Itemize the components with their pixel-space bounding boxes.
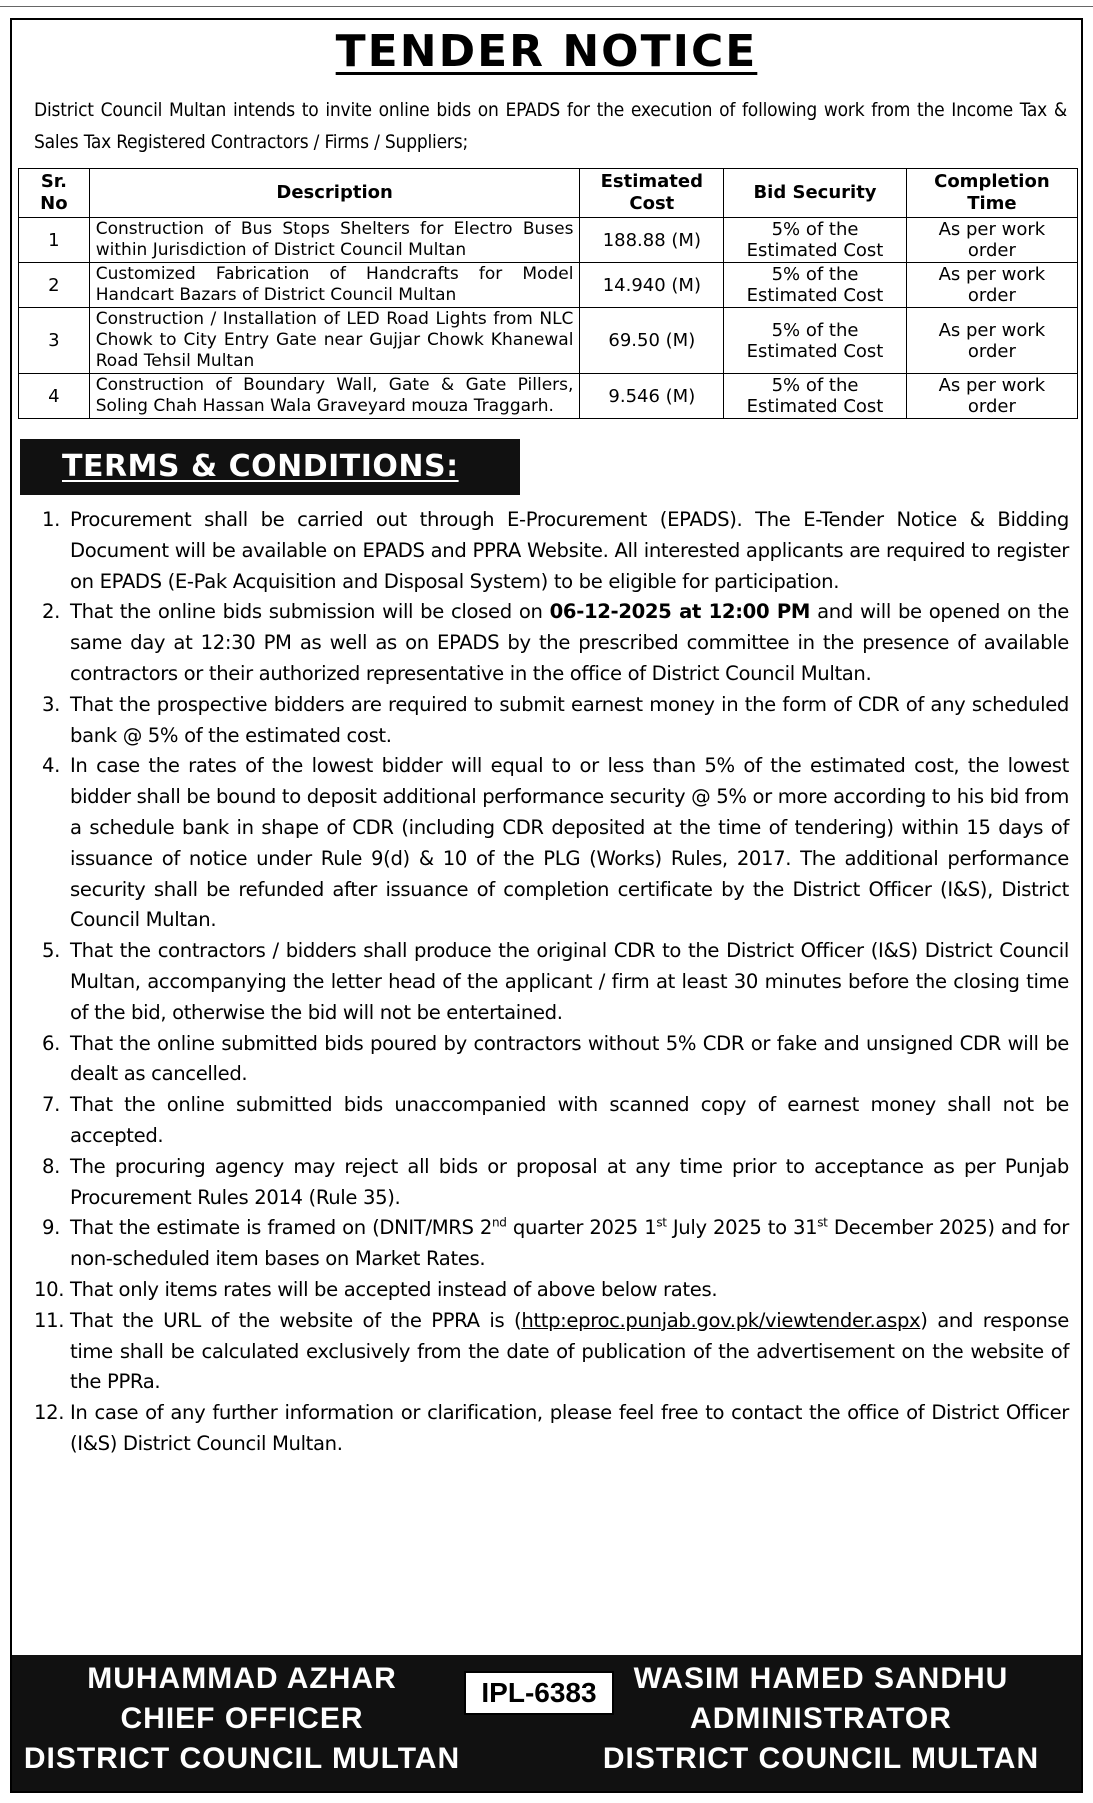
list-item xyxy=(22,936,1069,1028)
table-row xyxy=(19,263,1078,308)
cell-security: 5% of the Estimated Cost xyxy=(724,263,907,308)
list-item xyxy=(22,1152,1069,1214)
cell-description: Customized Fabrication of Handcrafts for Model Handcart Bazars of District Council Multan xyxy=(89,263,580,308)
term-text: quarter 2025 1 xyxy=(506,1216,657,1240)
term-number: 2. xyxy=(42,600,60,624)
terms-heading-bar xyxy=(20,439,520,495)
signature-footer xyxy=(12,1655,1081,1791)
list-item xyxy=(22,1029,1069,1091)
term-text: ) and response time shall be calculated exclusively from the date of publication of the advertisement on the website of the PPRa. xyxy=(70,1308,1069,1394)
term-text: In case of any further information or clarification, please feel free to contact the office of District Officer (I&S) District Council Multan. xyxy=(70,1401,1069,1455)
signatory-title: ADMINISTRATOR xyxy=(690,1702,952,1735)
term-number: 7. xyxy=(42,1093,60,1117)
cell-completion: As per work order xyxy=(906,374,1077,419)
table-row xyxy=(19,218,1078,263)
cell-sr: 3 xyxy=(19,308,90,374)
term-text: That only items rates will be accepted instead of above below rates. xyxy=(70,1277,718,1301)
term-number: 10. xyxy=(34,1277,65,1301)
list-item xyxy=(22,751,1069,936)
page-title: TENDER NOTICE xyxy=(335,26,758,77)
header-security: Bid Security xyxy=(724,169,907,218)
list-item xyxy=(22,1275,1069,1306)
intro-paragraph: District Council Multan intends to invite online bids on EPADS for the execution of following work from the Income Tax & Sales Tax Registered Contractors / Firms / Suppliers; xyxy=(34,99,1067,153)
term-number: 11. xyxy=(34,1308,65,1332)
cell-description: Construction / Installation of LED Road Lights from NLC Chowk to City Entry Gate near Gujjar Chowk Khanewal Road Tehsil Multan xyxy=(89,308,580,374)
header-completion: Completion Time xyxy=(906,169,1077,218)
cell-description: Construction of Boundary Wall, Gate & Gate Pillers, Soling Chah Hassan Wala Graveyard mouza Traggarh. xyxy=(89,374,580,419)
table-header-row xyxy=(19,169,1078,218)
header-sr: Sr. No xyxy=(19,169,90,218)
term-number: 1. xyxy=(42,508,60,531)
ordinal-suffix: st xyxy=(817,1215,828,1230)
cell-security: 5% of the Estimated Cost xyxy=(724,308,907,374)
table-row xyxy=(19,374,1078,419)
cell-security: 5% of the Estimated Cost xyxy=(724,374,907,419)
cell-cost: 69.50 (M) xyxy=(580,308,724,374)
term-text: In case the rates of the lowest bidder will equal to or less than 5% of the estimated cost, the lowest bidder shall be bound to deposit additional performance security @ 5% or more according to his bid from a schedule bank in shape of CDR (including CDR deposited at the time of tendering) within 15 days of issuance of notice under Rule 9(d) & 10 of the PLG (Works) Rules, 2017. The additional performance security shall be refunded after issuance of completion certificate by the District Officer (I&S), District Council Multan. xyxy=(70,754,1069,932)
term-text: That the estimate is framed on (DNIT/MRS 2 xyxy=(70,1216,493,1240)
ipl-number-badge: IPL-6383 xyxy=(464,1671,614,1715)
ordinal-suffix: nd xyxy=(492,1215,507,1230)
signatory-office: DISTRICT COUNCIL MULTAN xyxy=(602,1742,1040,1775)
term-number: 9. xyxy=(42,1216,60,1240)
cell-sr: 4 xyxy=(19,374,90,419)
term-text: That the prospective bidders are required to submit earnest money in the form of CDR of any scheduled bank @ 5% of the estimated cost. xyxy=(70,692,1069,747)
list-item xyxy=(22,690,1069,752)
cell-completion: As per work order xyxy=(906,218,1077,263)
term-number: 8. xyxy=(42,1154,60,1178)
ppra-url-link[interactable]: http:eproc.punjab.gov.pk/viewtender.aspx xyxy=(521,1308,921,1332)
term-text: December 2025) and for non-scheduled item bases on Market Rates. xyxy=(70,1216,1070,1271)
list-item xyxy=(22,1213,1069,1275)
list-item xyxy=(22,505,1069,597)
cell-security: 5% of the Estimated Cost xyxy=(724,218,907,263)
header-description: Description xyxy=(89,169,580,218)
list-item xyxy=(22,1306,1069,1398)
cell-sr: 1 xyxy=(19,218,90,263)
term-text: Procurement shall be carried out through E-Procurement (EPADS). The E-Tender Notice & Bidding Document will be available on EPADS and PPRA Website. All interested applicants are required to register on EPADS (E-Pak Acquisition and Disposal System) to be eligible for participation. xyxy=(70,508,1069,593)
terms-list xyxy=(22,505,1069,1460)
term-text: and will be opened on the same day at 12:30 PM as well as on EPADS by the prescribed committee in the presence of available contractors or their authorized representative in the office of District Council Multan. xyxy=(70,600,1069,685)
title-block xyxy=(12,20,1081,94)
term-text: July 2025 to 31 xyxy=(666,1216,818,1240)
cell-cost: 188.88 (M) xyxy=(580,218,724,263)
closing-datetime: 06-12-2025 at 12:00 PM xyxy=(549,600,811,624)
signatory-right xyxy=(561,1659,1081,1779)
term-text: That the online submitted bids poured by contractors without 5% CDR or fake and unsigned CDR will be dealt as cancelled. xyxy=(70,1031,1069,1086)
ordinal-suffix: st xyxy=(656,1215,667,1230)
cell-description: Construction of Bus Stops Shelters for Electro Buses within Jurisdiction of District Council Multan xyxy=(89,218,580,263)
list-item xyxy=(22,1090,1069,1152)
terms-heading: TERMS & CONDITIONS: xyxy=(62,449,459,484)
works-table xyxy=(18,168,1078,419)
signatory-left xyxy=(12,1659,472,1779)
table-row xyxy=(19,308,1078,374)
signatory-name: WASIM HAMED SANDHU xyxy=(633,1662,1009,1695)
signatory-name: MUHAMMAD AZHAR xyxy=(87,1662,397,1695)
cell-sr: 2 xyxy=(19,263,90,308)
term-text: That the online submitted bids unaccompanied with scanned copy of earnest money shall not be accepted. xyxy=(70,1093,1069,1147)
cell-cost: 14.940 (M) xyxy=(580,263,724,308)
term-number: 12. xyxy=(34,1401,65,1425)
term-number: 6. xyxy=(42,1031,60,1055)
top-rule xyxy=(0,6,1093,7)
signatory-title: CHIEF OFFICER xyxy=(120,1702,364,1735)
term-text: The procuring agency may reject all bids or proposal at any time prior to acceptance as per Punjab Procurement Rules 2014 (Rule 35). xyxy=(70,1154,1069,1209)
term-number: 5. xyxy=(42,939,60,963)
cell-cost: 9.546 (M) xyxy=(580,374,724,419)
cell-completion: As per work order xyxy=(906,308,1077,374)
signatory-office: DISTRICT COUNCIL MULTAN xyxy=(23,1742,461,1775)
cell-completion: As per work order xyxy=(906,263,1077,308)
term-text: That the URL of the website of the PPRA is ( xyxy=(70,1308,522,1332)
header-cost: Estimated Cost xyxy=(580,169,724,218)
list-item xyxy=(22,1398,1069,1460)
term-text: That the online bids submission will be closed on xyxy=(70,600,550,624)
term-number: 3. xyxy=(42,692,60,716)
term-number: 4. xyxy=(42,754,60,778)
term-text: That the contractors / bidders shall produce the original CDR to the District Officer (I&S) District Council Multan, accompanying the letter head of the applicant / firm at least 30 minutes before the closing time of the bid, otherwise the bid will not be entertained. xyxy=(70,939,1069,1024)
list-item xyxy=(22,597,1069,689)
tender-notice-page xyxy=(10,18,1083,1793)
